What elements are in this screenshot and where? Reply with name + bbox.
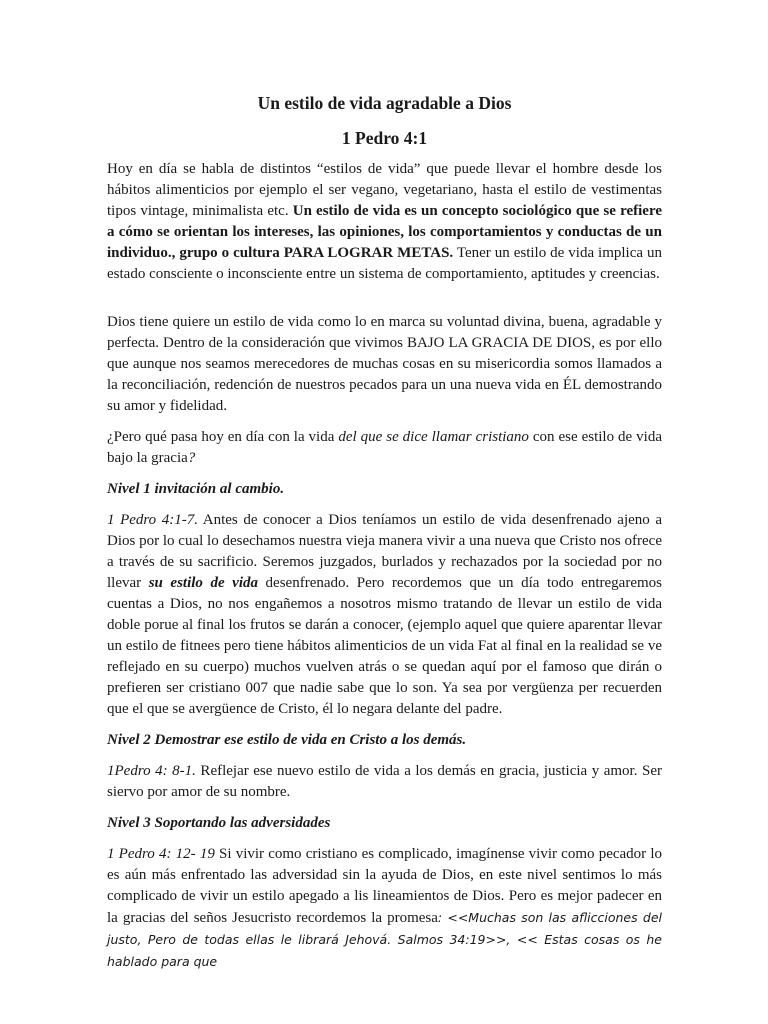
nivel3-heading: Nivel 3 Soportando las adversidades: [107, 815, 331, 831]
nivel1-text-c: desenfrenado. Pero recordemos que un día todo entregaremos cuentas a Dios, no nos engañemos a nosotros mismo tratando de llevar un estilo de vida doble porue al final los frutos se darán a conocer, (ejemplo aquel que quiere aparentar llevar un estilo de fitnees pero tiene hábitos alimenticios de un vida Fat al final en la realidad se ve reflejado en su cuerpo) muchos vuelven atrás o se quedan aquí por el famoso que dirán o prefieren ser cristiano 007 que nadie sabe que lo son. Ya sea por vergüenza per recuerden que el que se avergüence de Cristo, él lo negara delante del padre.: [107, 575, 662, 717]
nivel2-reference: 1Pedro 4: 8-1.: [107, 763, 196, 779]
document-subtitle: 1 Pedro 4:1: [341, 128, 428, 148]
nivel1-heading: Nivel 1 invitación al cambio.: [107, 481, 285, 497]
grace-paragraph: Dios tiene quiere un estilo de vida como lo en marca su voluntad divina, buena, agradable y perfecta. Dentro de la consideración que vivimos BAJO LA GRACIA DE DIOS, es por ello que aunque nos seamos merecedores de muchas cosas en su misericordia somos llamados a la reconciliación, redención de nuestros pecados para un una nueva vida en ÉL demostrando su amor y fidelidad.: [107, 314, 662, 414]
nivel3-text-a: Si vivir como cristiano es complicado, imagínense vivir como pecador lo es aún más enfrentado las adversidad sin la ayuda de Dios, en este nivel sentimos lo más complicado de vivir un estilo apegado a lis lineamientos de Dios. Pero es mejor padecer en la gracias del seños Jesucristo recordemos la promesa: [107, 846, 663, 926]
question-italic: del que se dice llamar cristiano: [338, 429, 529, 445]
nivel2-text: Reflejar ese nuevo estilo de vida a los demás en gracia, justicia y amor. Ser siervo por amor de su nombre.: [107, 763, 663, 800]
nivel1-text-a: Antes de conocer a Dios teníamos un estilo de vida desenfrenado ajeno a Dios por lo cual lo desechamos nuestra vieja manera vivir a una nueva que Cristo nos ofrece a través de su sacrificio. Seremos juzgados, burlados y rechazados por la sociedad por no llevar: [107, 512, 662, 591]
question-text-c: con ese estilo de vida bajo la gracia: [107, 429, 662, 466]
intro-text-c: Tener un estilo de vida implica un estado consciente o inconsciente entre un sistema de comportamiento, aptitudes y creencias.: [107, 245, 662, 282]
intro-definition-bold: Un estilo de vida es un concepto sociológico que se refiere a cómo se orientan los intereses, las opiniones, los comportamientos y conductas de un individuo., grupo o cultura PARA LOGRAR METAS.: [107, 203, 662, 261]
document-title: Un estilo de vida agradable a Dios: [257, 93, 512, 113]
intro-text-a: Hoy en día se habla de distintos “estilos de vida” que puede llevar el hombre desde los hábitos alimenticios por ejemplo el ser vegano, vegetariano, hasta el estilo de vestimentas tipos vintage, minimalista etc.: [107, 161, 662, 219]
nivel1-paragraph: [107, 510, 662, 720]
nivel2-heading: Nivel 2 Demostrar ese estilo de vida en Cristo a los demás.: [107, 732, 467, 748]
question-mark: ?: [187, 450, 196, 466]
nivel1-emphasis: su estilo de vida: [148, 575, 258, 591]
nivel3-reference: 1 Pedro 4: 12- 19: [107, 846, 215, 862]
question-paragraph: [107, 427, 662, 469]
intro-paragraph: [107, 159, 662, 285]
nivel2-paragraph: [107, 761, 662, 803]
nivel1-reference: 1 Pedro 4:1-7.: [107, 512, 198, 528]
nivel3-paragraph: [107, 844, 663, 969]
question-text-a: ¿Pero qué pasa hoy en día con la vida: [107, 429, 339, 445]
nivel3-quote: : <<Muchas son las aflicciones del justo, Pero de todas ellas le librará Jehová. Salmos 34:19>>, << Estas cosas os he hablado para que: [107, 910, 662, 969]
